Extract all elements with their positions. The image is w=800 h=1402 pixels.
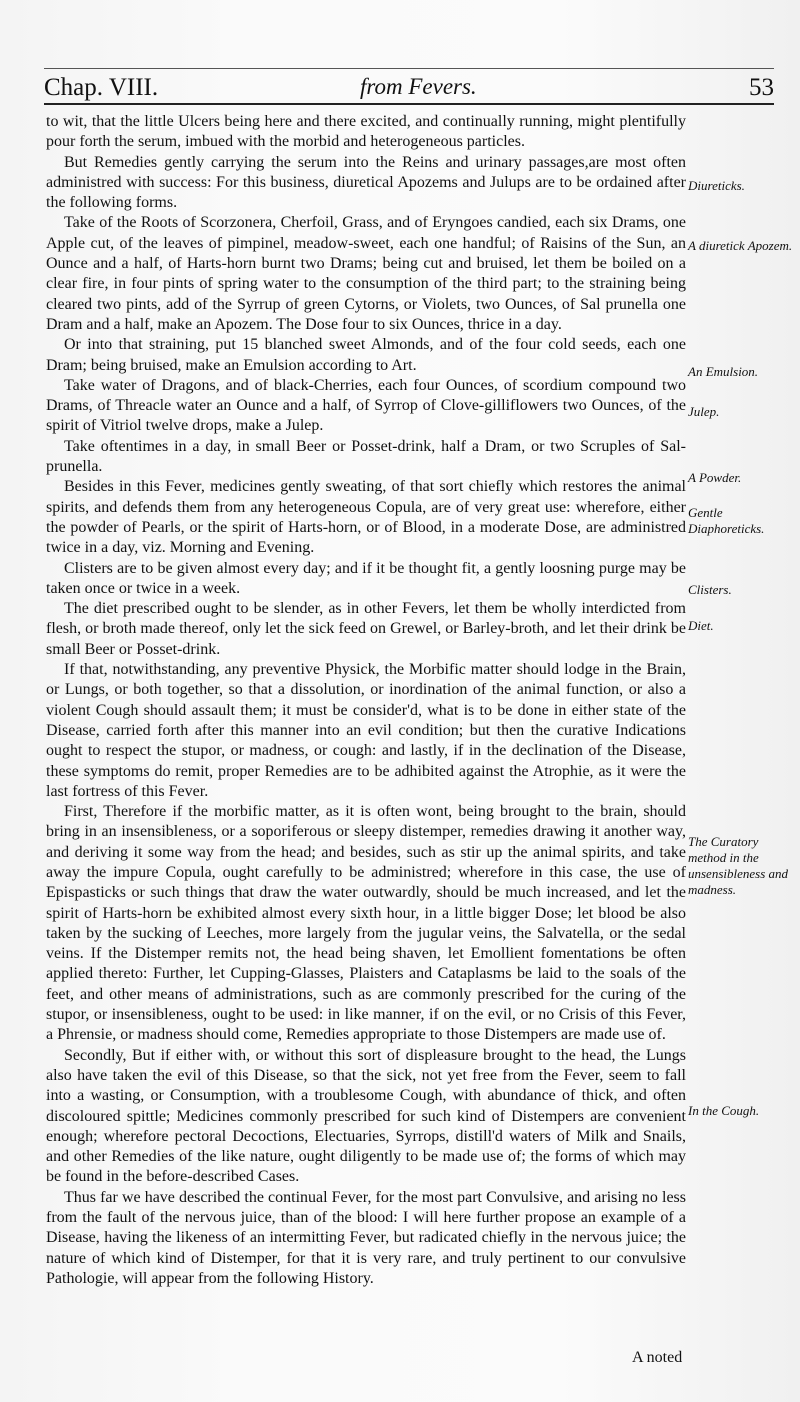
margin-note: An Emulsion. [688,364,759,379]
margin-note: A Powder. [688,470,742,485]
paragraph: Besides in this Fever, medicines gently sweating, of that sort chiefly which restores the animal spirits, and defends them from any heterogeneous Copula, are of very great use: wherefore, either the powder of Pearls, or the spirit of Harts-horn, or of Blood, in a moderate Dose, are administred twice in a day, viz. Morning and Evening. [46,478,686,557]
header-rule [44,103,774,105]
running-title: from Fevers. [360,74,477,99]
margin-note: Diet. [688,618,714,633]
margin-note: A diuretick Apozem. [688,238,793,253]
paragraph: Take water of Dragons, and of black-Cherries, each four Ounces, of scordium compound two Drams, of Threacle water an Ounce and a half, of Syrrop of Clove-gilliflowers two Ounces, of the spirit of Vitriol twelve drops, make a Julep. [46,376,686,435]
margin-note: Clisters. [688,582,732,597]
margin-note: Julep. [688,404,720,419]
paragraph: Clisters are to be given almost every day; and if it be thought fit, a gently loosning purge may be taken once or twice in a week. [46,559,686,597]
margin-note: Gentle Diaphoreticks. [688,505,765,536]
paragraph: Take of the Roots of Scorzonera, Cherfoil, Grass, and of Eryngoes candied, each six Drams, one Apple cut, of the leaves of pimpinel, meadow-sweet, each one handful; of Raisins of the Sun, an Ounce and a half, of Harts-horn burnt two Drams; being cut and bruised, let them be boiled on a clear fire, in four pints of spring water to the consumption of the third part; to the straining being cleared two pints, add of the Syrrup of green Cytorns, or Violets, two Ounces, of Sal prunella one Dram and a half, make an Apozem. The Dose four to six Ounces, thrice in a day. [46,214,686,333]
paragraph: First, Therefore if the morbific matter, as it is often wont, being brought to the brain, should bring in an insensibleness, or a soporiferous or sleepy distemper, remedies drawing it another way, and deriving it some way from the head; and besides, such as stir up the animal spirits, and take away the impure Copula, ought carefully to be administred; wherefore in this case, the use of Epispasticks or such things that draw the water outwardly, should be much increased, and let the spirit of Harts-horn be exhibited almost every sixth hour, in a little bigger Dose; let blood be also taken by the sucking of Leeches, more largely from the jugular veins, the Salvatella, or the sedal veins. If the Distemper remits not, the head being shaven, let Emollient fomentations be often applied thereto: Further, let Cupping-Glasses, Plaisters and Cataplasms be laid to the soals of the feet, and other means of administrations, such as are commonly prescribed for the curing of the stupor, or insensibleness, ought to be used: in like manner, if on the evil, or no Crisis of this Fever, a Phrensie, or madness should come, Remedies appropriate to those Distempers are made use of. [46,803,686,1044]
paragraph: If that, notwithstanding, any preventive Physick, the Morbific matter should lodge in the Brain, or Lungs, or both together, so that a dissolution, or inordination of the animal function, or also a violent Cough should assault them; it must be consider'd, what is to be done in either state of the Disease, carried forth after this manner into an evil condition; but then the curative Indications ought to respect the stupor, or madness, or cough: and lastly, if in the declination of the Disease, these symptoms do remit, proper Remedies are to be adhibited against the Atrophie, as it were the last fortress of this Fever. [46,661,686,800]
catchword: A noted [632,1349,683,1366]
page-number: 53 [749,74,774,101]
margin-note: The Curatory method in the unsensibleness and madness. [688,834,789,897]
paragraph: Secondly, But if either with, or without this sort of displeasure brought to the head, the Lungs also have taken the evil of this Disease, so that the sick, not yet free from the Fever, seem to fall into a wasting, or Consumption, with a troublesome Cough, with abundance of thick, and often discoloured spittle; Medicines commonly prescribed for such kind of Distempers are convenient enough; wherefore pectoral Decoctions, Electuaries, Syrrops, distill'd waters of Milk and Snails, and other Remedies of the like nature, ought diligently to be made use of; the forms of which may be found in the before-described Cases. [46,1046,686,1186]
margin-note: In the Cough. [688,1103,760,1118]
paragraph: But Remedies gently carrying the serum into the Reins and urinary passages,are most often administred with success: For this business, diuretical Apozems and Julups are to be ordained after the following forms. [46,153,686,212]
running-header [44,68,774,108]
paragraph: to wit, that the little Ulcers being here and there excited, and continually running, might plentifully pour forth the serum, imbued with the morbid and heterogeneous particles. [46,113,686,151]
body-text [46,112,686,1289]
paragraph: Take oftentimes in a day, in small Beer or Posset-drink, half a Dram, or two Scruples of Sal-prunella. [46,437,686,476]
margin-note: Diureticks. [688,178,745,193]
paragraph: Or into that straining, put 15 blanched sweet Almonds, and of the four cold seeds, each one Dram; being bruised, make an Emulsion according to Art. [46,336,686,374]
paragraph: Thus far we have described the continual Fever, for the most part Convulsive, and arising no less from the fault of the nervous juice, than of the blood: I will here further propose an example of a Disease, having the likeness of an intermitting Fever, but radicated chiefly in the nervous juice; the nature of which kind of Distemper, for that it is very rare, and truly pertinent to our convulsive Pathologie, will appear from the following History. [46,1188,686,1287]
paragraph: The diet prescribed ought to be slender, as in other Fevers, let them be wholly interdicted from flesh, or broth made thereof, only let the sick feed on Grewel, or Barley-broth, and let their drink be small Beer or Posset-drink. [46,600,686,658]
chapter-label: Chap. VIII. [44,74,159,101]
